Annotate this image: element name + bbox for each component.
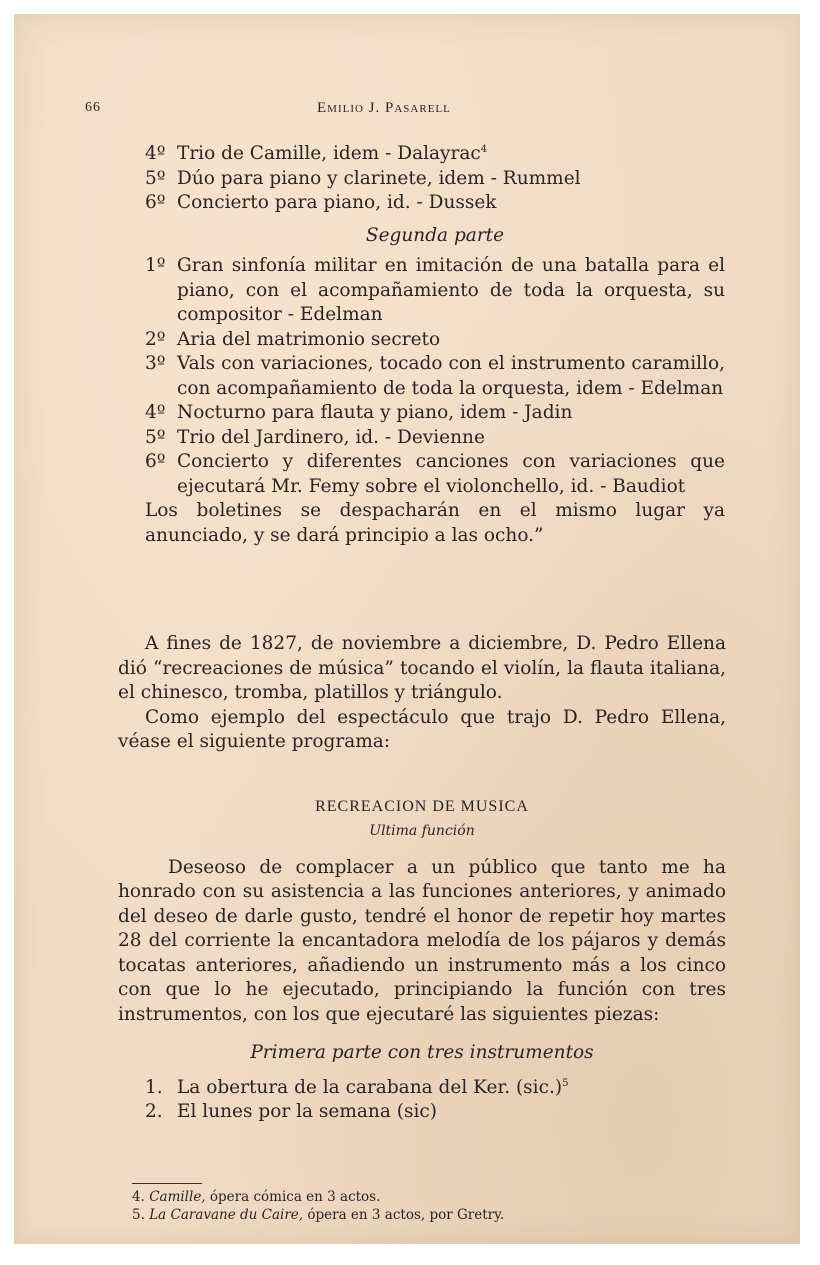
second-list — [145, 254, 725, 499]
item-number: 4º — [145, 143, 166, 164]
item-text: Trio de Camille, idem - Dalayrac — [177, 143, 481, 164]
list-item — [145, 426, 725, 451]
item-text: Vals con variaciones, tocado con el instrumento caramillo, con acompañamiento de toda la orquesta, idem - Edelman — [177, 353, 725, 399]
page-content — [145, 142, 725, 548]
list-item — [145, 328, 725, 353]
item-text: Concierto y diferentes canciones con variaciones que ejecutará Mr. Femy sobre el violonchello, id. - Baudiot — [177, 451, 725, 497]
footnote — [132, 1188, 504, 1206]
list-item — [145, 352, 725, 401]
item-number: 1º — [145, 255, 166, 276]
item-number: 1. — [145, 1076, 163, 1098]
list-item — [145, 191, 725, 216]
footnote-number: 4. — [132, 1189, 145, 1205]
paragraph: A fines de 1827, de noviembre a diciembre, D. Pedro Ellena dió “recreaciones de música” tocando el violín, la flauta italiana, el chinesco, tromba, platillos y triángulo. — [118, 633, 726, 703]
footnote-ref: 5 — [562, 1077, 569, 1089]
page-header — [85, 100, 735, 124]
list-item — [145, 450, 725, 499]
item-number: 2. — [145, 1101, 163, 1122]
item-text: El lunes por la semana (sic) — [177, 1101, 437, 1122]
footnote-title: La Caravane du Caire, — [149, 1207, 304, 1223]
item-text: Trio del Jardinero, id. - Devienne — [177, 426, 485, 448]
running-head: Emilio J. Pasarell — [317, 100, 451, 116]
footnote-divider — [132, 1183, 202, 1184]
first-list — [145, 142, 725, 216]
footnote-ref: 4 — [480, 143, 488, 155]
item-text: La obertura de la carabana del Ker. (sic.) — [177, 1076, 563, 1098]
item-text: Gran sinfonía militar en imitación de una batalla para el piano, con el acompañamiento de toda la orquesta, su compositor - Edelman — [177, 255, 725, 325]
item-text: Aria del matrimonio secreto — [177, 328, 441, 350]
part-title: Primera parte con tres instrumentos — [250, 1042, 594, 1063]
item-number: 5º — [145, 167, 166, 189]
list-item — [145, 1076, 726, 1101]
list-item — [145, 142, 725, 167]
footnotes — [132, 1188, 504, 1224]
footnote-text: ópera cómica en 3 actos. — [205, 1189, 381, 1205]
body-text — [118, 632, 726, 1125]
list-item — [145, 1100, 726, 1125]
closing-quote: Los boletines se despacharán en el mismo lugar ya anunciado, y se dará principio a las ocho.” — [145, 500, 725, 546]
section-title: Segunda parte — [365, 224, 505, 246]
page-number: 66 — [85, 100, 101, 115]
program-title: RECREACION DE MUSICA — [315, 797, 529, 815]
paragraph: Como ejemplo del espectáculo que trajo D. Pedro Ellena, véase el siguiente programa: — [118, 706, 726, 752]
footnote-text: ópera en 3 actos, por Gretry. — [303, 1207, 505, 1223]
list-item — [145, 401, 725, 426]
footnote-title: Camille, — [149, 1189, 206, 1205]
item-number: 4º — [145, 402, 166, 423]
item-text: Concierto para piano, id. - Dussek — [177, 192, 497, 213]
item-text: Dúo para piano y clarinete, idem - Rummel — [177, 167, 581, 189]
item-number: 6º — [145, 451, 166, 472]
item-number: 5º — [145, 426, 166, 448]
footnote-number: 5. — [132, 1207, 145, 1223]
program-list — [118, 1076, 726, 1125]
program-body: Deseoso de complacer a un público que tanto me ha honrado con su asistencia a las funciones anteriores, y animado del deseo de darle gusto, tendré el honor de repetir hoy martes 28 del corriente la encantadora melodía de los pájaros y demás tocatas anteriores, añadiendo un instrumento más a los cinco con que lo he ejecutado, principiando la función con tres instrumentos, con los que ejecutaré las siguientes piezas: — [118, 856, 726, 1025]
item-number: 3º — [145, 353, 166, 374]
list-item — [145, 167, 725, 192]
list-item — [145, 254, 725, 328]
item-text: Nocturno para flauta y piano, idem - Jadin — [177, 402, 573, 423]
footnote — [132, 1206, 504, 1224]
item-number: 6º — [145, 192, 166, 213]
item-number: 2º — [145, 328, 166, 350]
program-subtitle: Ultima función — [369, 823, 475, 839]
